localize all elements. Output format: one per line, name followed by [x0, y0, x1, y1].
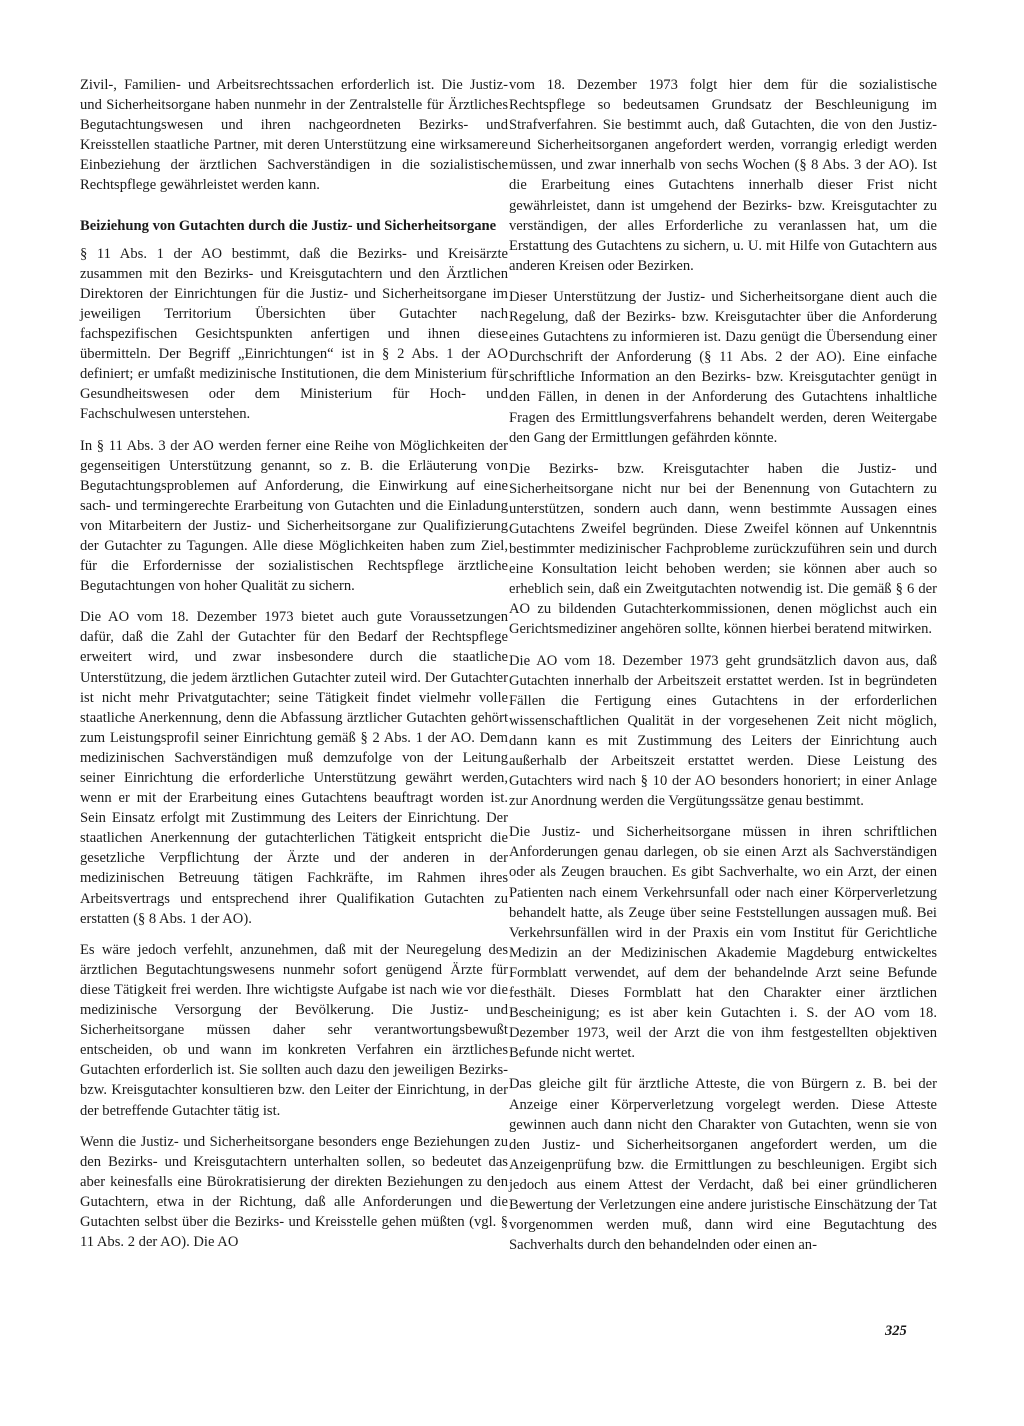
- left-column: [80, 75, 508, 1263]
- paragraph: In § 11 Abs. 3 der AO werden ferner eine Reihe von Möglichkeiten der gegenseitigen Unterstützung genannt, so z. B. die Erläuterung von Begutachtungsproblemen auf Anforderung, die Einwirkung auf eine sach- und termingerechte Erarbeitung von Gutachten und die Einladung von Mitarbeitern der Justiz- und Sicherheitsorgane zur Qualifizierung der Gutachter zu Tagungen. Alle diese Möglichkeiten haben zum Ziel, für die Erfordernisse der sozialistischen Rechtspflege ärztliche Begutachtungen von hoher Qualität zu sichern.: [80, 437, 508, 595]
- paragraph: Dieser Unterstützung der Justiz- und Sicherheitsorgane dient auch die Regelung, daß der Bezirks- bzw. Kreisgutachter über die Anforderung eines Gutachtens zu informieren ist. Dazu genügt die Übersendung einer Durchschrift der Anforderung (§ 11 Abs. 2 der AO). Eine einfache schriftliche Information an den Bezirks- bzw. Kreisgutachter genügt in den Fällen, in denen in der Anforderung des Gutachtens inhaltliche Fragen des Ermittlungsverfahrens behandelt werden, deren Weitergabe den Gang der Ermittlungen gefährden könnte.: [509, 288, 937, 446]
- right-column: [509, 75, 937, 1266]
- paragraph: Die AO vom 18. Dezember 1973 bietet auch gute Voraussetzungen dafür, daß die Zahl der Gutachter für den Bedarf der Rechtspflege erweitert wird, und zwar insbesondere durch die staatliche Unterstützung, die jedem ärztlichen Gutachter zuteil wird. Der Gutachter ist nicht mehr Privatgutachter; seine Tätigkeit findet vielmehr volle staatliche Anerkennung, denn die Abfassung ärztlicher Gutachten gehört zum Leistungsprofil seiner Einrichtung gemäß § 2 Abs. 1 der AO. Dem medizinischen Sachverständigen muß demzufolge von der Leitung seiner Einrichtung die erforderliche Unterstützung gewährt werden, wenn er mit der Erarbeitung eines Gutachtens beauftragt worden ist. Sein Einsatz erfolgt mit Zustimmung des Leiters der Einrichtung. Der staatlichen Anerkennung der gutachterlichen Tätigkeit entspricht die gesetzliche Verpflichtung der Ärzte und der anderen in der medizinischen Betreuung tätigen Fachkräfte, im Rahmen ihres Arbeitsvertrags und entsprechend ihrer Qualifikation Gutachten zu erstatten (§ 8 Abs. 1 der AO).: [80, 609, 508, 927]
- paragraph: Die Bezirks- bzw. Kreisgutachter haben die Justiz- und Sicherheitsorgane nicht nur bei der Benennung von Gutachtern zu unterstützen, sondern auch dann, wenn bestimmte Aussagen eines Gutachtens Zweifel begründen. Diese Zweifel können auf Unkenntnis bestimmter medizinischer Fachprobleme zurückzuführen sein und durch eine Konsultation leicht behoben werden; sie können aber auch so erheblich sein, daß ein Zweitgutachten notwendig ist. Die gemäß § 6 der AO zu bildenden Gutachterkommissionen, denen möglichst auch ein Gerichtsmediziner angehören sollte, können hierbei beratend mitwirken.: [509, 460, 937, 638]
- section-heading: Beiziehung von Gutachten durch die Justiz- und Sicherheitsorgane: [80, 217, 497, 234]
- paragraph: vom 18. Dezember 1973 folgt hier dem für die sozialistische Rechtspflege so bedeutsamen Grundsatz der Beschleunigung im Strafverfahren. Sie bestimmt auch, daß Gutachten, die von den Justiz- und Sicherheitsorganen angefordert werden, vorrangig erledigt werden müssen, und zwar innerhalb von sechs Wochen (§ 8 Abs. 3 der AO). Ist die Erarbeitung eines Gutachtens innerhalb dieser Frist nicht gewährleistet, dann ist umgehend der Bezirks- bzw. Kreisgutachter zu verständigen, der alles Erforderliche zu veranlassen hat, um die Erstattung des Gutachtens zu sichern, u. U. mit Hilfe von Gutachtern aus anderen Kreisen oder Bezirken.: [509, 77, 937, 274]
- paragraph: § 11 Abs. 1 der AO bestimmt, daß die Bezirks- und Kreisärzte zusammen mit den Bezirks- und Kreisgutachtern und den Ärztlichen Direktoren der Einrichtungen für die Justiz- und Sicherheitsorgane im jeweiligen Territorium Übersichten über Gutachter nach fachspezifischen Gesichtspunkten anfertigen und ihnen diese übermitteln. Der Begriff „Einrichtungen“ ist in § 2 Abs. 1 der AO definiert; er umfaßt medizinische Institutionen, die dem Ministerium für Gesundheitswesen oder dem Ministerium für Hoch- und Fachschulwesen unterstehen.: [80, 245, 508, 423]
- paragraph: Die AO vom 18. Dezember 1973 geht grundsätzlich davon aus, daß Gutachten innerhalb der Arbeitszeit erstattet werden. Ist in begründeten Fällen die Fertigung eines Gutachtens in der erforderlichen wissenschaftlichen Qualität in der vorgesehenen Zeit nicht möglich, dann kann es mit Zustimmung des Leiters der Einrichtung auch außerhalb der Arbeitszeit erstattet werden. Diese Leistung des Gutachters wird nach § 10 der AO besonders honoriert; in einer Anlage zur Anordnung werden die Vergütungssätze genau bestimmt.: [509, 652, 937, 810]
- paragraph: Wenn die Justiz- und Sicherheitsorgane besonders enge Beziehungen zu den Bezirks- und Kreisgutachtern unterhalten sollen, so bedeutet das aber keinesfalls eine Bürokratisierung der direkten Beziehungen zu den Gutachtern, etwa in der Richtung, daß alle Anforderungen und die Gutachten selbst über die Bezirks- und Kreisstelle gehen müßten (vgl. § 11 Abs. 2 der AO). Die AO: [80, 1133, 508, 1251]
- paragraph: Die Justiz- und Sicherheitsorgane müssen in ihren schriftlichen Anforderungen genau darlegen, ob sie einen Arzt als Sachverständigen oder als Zeugen brauchen. Es gibt Sachverhalte, wo ein Arzt, der einen Patienten nach einem Verkehrsunfall oder nach einer Körperverletzung behandelt hatte, als Zeuge über seine Feststellungen aussagen muß. Bei Verkehrsunfällen wird in der Praxis ein vom Institut für Gerichtliche Medizin an der Medizinischen Akademie Magdeburg entwickeltes Formblatt verwendet, auf dem der behandelnde Arzt seine Befunde festhält. Dieses Formblatt hat den Charakter einer ärztlichen Bescheinigung; es ist aber kein Gutachten i. S. der AO vom 18. Dezember 1973, weil der Arzt die von ihm festgestellten objektiven Befunde nicht wertet.: [509, 824, 937, 1062]
- paragraph: Zivil-, Familien- und Arbeitsrechtssachen erforderlich ist. Die Justiz- und Sicherheitsorgane haben nunmehr in der Zentralstelle für Ärztliches Begutachtungswesen und ihren nachgeordneten Bezirks- und Kreisstellen staatliche Partner, mit deren Unterstützung eine wirksamere Einbeziehung der ärztlichen Sachverständigen in die sozialistische Rechtspflege gewährleistet werden kann.: [80, 77, 508, 194]
- paragraph: Das gleiche gilt für ärztliche Atteste, die von Bürgern z. B. bei der Anzeige einer Körperverletzung vorgelegt werden. Diese Atteste gewinnen auch dann nicht den Charakter von Gutachten, wenn sie von den Justiz- und Sicherheitsorganen angefordert werden, um die Anzeigenprüfung bzw. die Ermittlungen zu beschleunigen. Ergibt sich jedoch aus einem Attest der Verdacht, daß bei einer gründlicheren Bewertung der Verletzungen eine andere juristische Einschätzung der Tat vorgenommen werden muß, dann wird eine Begutachtung des Sachverhalts durch den behandelnden oder einen an-: [509, 1076, 937, 1254]
- paragraph: Es wäre jedoch verfehlt, anzunehmen, daß mit der Neuregelung des ärztlichen Begutachtungswesens nunmehr sofort genügend Ärzte für diese Tätigkeit frei werden. Ihre wichtigste Aufgabe ist nach wie vor die medizinische Versorgung der Bevölkerung. Die Justiz- und Sicherheitsorgane müssen daher sehr verantwortungsbewußt entscheiden, ob und wann im konkreten Verfahren ein ärztliches Gutachten erforderlich ist. Sie sollten auch dazu den jeweiligen Bezirks- bzw. Kreisgutachter konsultieren bzw. den Leiter der Einrichtung, in der der betreffende Gutachter tätig ist.: [80, 941, 508, 1119]
- page-number: 325: [885, 1323, 907, 1339]
